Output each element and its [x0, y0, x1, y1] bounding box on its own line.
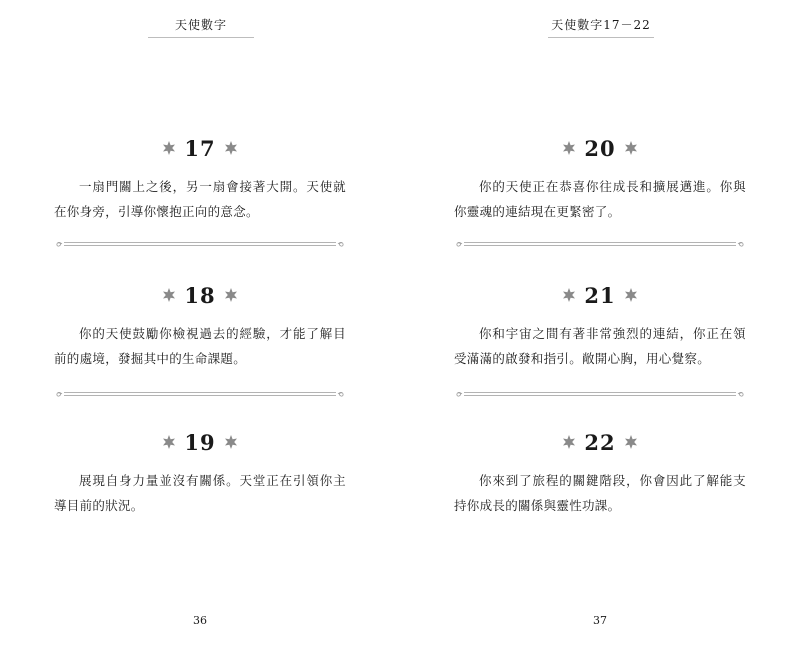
entry-text: 你和宇宙之間有著非常強烈的連結，你正在領受滿滿的啟發和指引。敞開心胸，用心覺察。: [454, 326, 746, 366]
star-icon: [624, 288, 638, 302]
ornamental-divider: [54, 238, 346, 250]
page-number: 37: [593, 614, 607, 627]
star-icon: [624, 141, 638, 155]
ornamental-divider: [454, 388, 746, 400]
entry-20: [454, 134, 746, 224]
ornamental-divider: [54, 388, 346, 400]
angel-number: 19: [184, 429, 216, 455]
entry-text: 展現自身力量並沒有關係。天堂正在引領你主導目前的狀況。: [54, 473, 346, 513]
ornamental-divider: [454, 238, 746, 250]
star-icon: [162, 288, 176, 302]
angel-number: 20: [584, 135, 616, 161]
entry-22: [454, 428, 746, 518]
star-icon: [224, 288, 238, 302]
number-heading: [454, 134, 746, 162]
entry-18: [54, 281, 346, 371]
number-heading: [54, 134, 346, 162]
entry-text: 你的天使鼓勵你檢視過去的經驗，才能了解目前的處境，發掘其中的生命課題。: [54, 326, 346, 366]
angel-number: 18: [184, 282, 216, 308]
star-icon: [162, 435, 176, 449]
entry-text: 一扇門關上之後，另一扇會接著大開。天使就在你身旁，引導你懷抱正向的意念。: [54, 179, 346, 219]
star-icon: [624, 435, 638, 449]
entry-19: [54, 428, 346, 518]
running-head: 天使數字17－22: [548, 16, 654, 38]
star-icon: [224, 435, 238, 449]
star-icon: [562, 141, 576, 155]
number-heading: [454, 428, 746, 456]
number-heading: [454, 281, 746, 309]
angel-number: 21: [584, 282, 616, 308]
number-heading: [54, 428, 346, 456]
entry-17: [54, 134, 346, 224]
star-icon: [562, 288, 576, 302]
entry-text: 你來到了旅程的關鍵階段，你會因此了解能支持你成長的關係與靈性功課。: [454, 473, 746, 513]
star-icon: [162, 141, 176, 155]
entry-21: [454, 281, 746, 371]
star-icon: [562, 435, 576, 449]
page-number: 36: [193, 614, 207, 627]
right-page: [400, 0, 800, 649]
angel-number: 17: [184, 135, 216, 161]
number-heading: [54, 281, 346, 309]
star-icon: [224, 141, 238, 155]
entry-text: 你的天使正在恭喜你往成長和擴展邁進。你與你靈魂的連結現在更緊密了。: [454, 179, 746, 219]
angel-number: 22: [584, 429, 616, 455]
running-head: 天使數字: [148, 16, 254, 38]
